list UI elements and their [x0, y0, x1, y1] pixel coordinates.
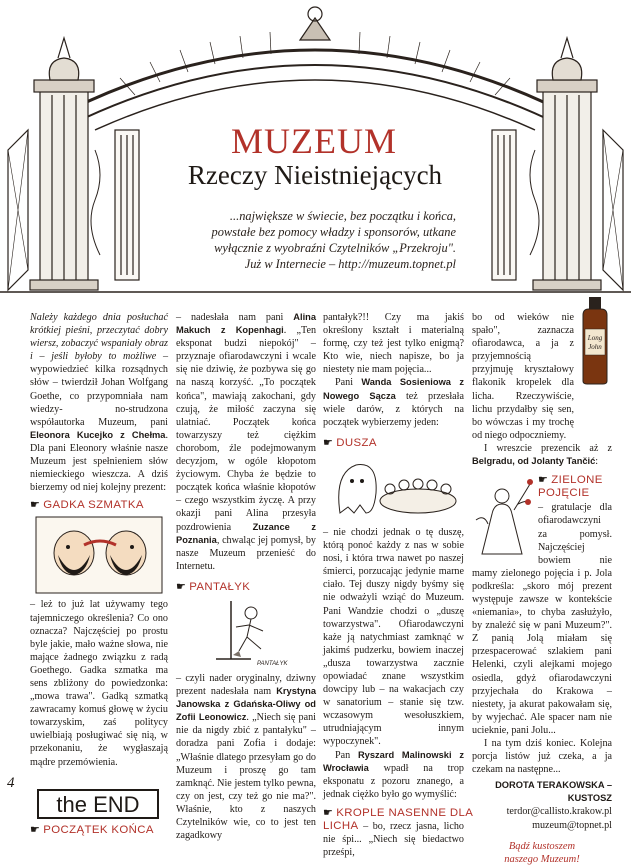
paragraph: LICHA – bo, rzecz jasna, licho nie śpi... „Niech się biedactwo prześpi, — [323, 820, 464, 859]
pantalyk-sketch-illustration — [191, 597, 301, 669]
intro-text — [188, 208, 456, 272]
paragraph: – czyli nader oryginalny, dziwny prezent nadesłała nam Krystyna Janowska z Gdańska-Oliwy od Zofii Leonowicz. „Niech się pani nie da nigdy zbić z pantałyku" – doradza pani Zofia i dodaje: „Właśnie dlatego przesyłam go do Muzeum i proszę go tam zamknąć. Nie jestem tylko pewna, czy on jest, czy też go nie ma?". Właśnie, kto z naszych Czytelników wie, co to jest ten zagadkowy — [176, 672, 316, 842]
two-faces-illustration — [34, 515, 164, 595]
paragraph: pantałyk?!! Czy ma jakiś określony kształt i materialną formę, czy też jest tylko enigmą? Kto wie, niech napisze, bo ja niestety nie mam pojęcia... — [323, 312, 464, 376]
paragraph: – gratulacje dla ofiarodawczyni za pomysł. Najczęściej bowiem nie mamy zielonego pojęcia i p. Jola podkreśla: „skoro mój prezent występuje zawsze w kontekście «niemania», to chyba zasłużyło, by znaleźć się w pani Muzeum?". Z panią Jolą miałam się przespacerować szlakiem pani Helenki, czyli alejkami mojego osiedla, gdyż ofiarodawczyni przyjechała do Krakowa – niestety, ja akurat pakowałam się, by wyjechać. Ale spacer nam nie ucieknie, pani Jolu... — [472, 502, 612, 736]
bottle-label-line1: Long — [587, 334, 603, 342]
ghost-party-illustration — [326, 453, 461, 523]
long-john-bottle-illustration — [575, 295, 615, 385]
page-title: MUZEUM — [231, 121, 397, 161]
pointing-hand-icon: ☛ — [538, 474, 549, 487]
page-number: 4 — [7, 775, 15, 791]
email-link-1[interactable]: terdor@callisto.krakow.pl — [506, 806, 612, 818]
section-heading-licha: LICHA — [323, 820, 359, 832]
figure-with-flowers-illustration — [472, 474, 534, 558]
paragraph: Należy każdego dnia posłuchać krótkiej pieśni, przeczytać dobry wiersz, zobaczyć wspaniały obraz i – jeśli byłoby to możliwe – wypowiedzieć kilka rozsądnych słów – twierdził Johan Wolfgang Goethe, co przypomniała nam wiedzy- no-strudzona współautorka Muzeum, pani Eleonora Kucejko z Chełma. Dla pani Eleonory właśnie nasze Muzeum jest spełnieniem słów niemieckiego wieszcza. A dziś bierzemy od niej kolejny prezent: — [30, 312, 168, 494]
paragraph: bo od wieków nie spało", zaznacza ofiarodawca, a ja z przyjemnością przyjmuję kryształowy flakonik kropelek dla licha. Rzeczywiście, lichu przydałby się sen, bo wówczas i my trochę od niego odpoczniemy. — [472, 312, 574, 441]
signature-name: DOROTA TERAKOWSKA – KUSTOSZ — [495, 780, 612, 804]
intro-line: wyłącznie z wyobraźni Czytelników „Przekroju". — [214, 241, 456, 255]
pointing-hand-icon: ☛ — [30, 823, 41, 836]
section-heading-gadka-szmatka: ☛ GADKA SZMATKA — [30, 499, 144, 512]
email-link-2[interactable]: muzeum@topnet.pl — [532, 819, 612, 831]
intro-line: powstałe bez pomocy władzy i sponsorów, utkane — [211, 225, 456, 239]
pointing-hand-icon: ☛ — [323, 436, 334, 449]
pointing-hand-icon: ☛ — [176, 580, 187, 593]
bottle-label-line2: John — [588, 343, 602, 351]
column-4 — [472, 311, 612, 866]
section-heading-zielone: ☛ ZIELONE — [538, 474, 603, 487]
column-1 — [30, 311, 168, 840]
sketch-caption: PANTAŁYK — [257, 660, 288, 667]
paragraph: Pani Wanda Sosieniowa z Nowego Sącza też przesłała wiele darów, z których na początek wybierzemy jeden: — [323, 377, 464, 428]
paragraph: I na tym dziś koniec. Kolejna porcja listów już czeka, a ja czekam na następne... — [472, 738, 612, 776]
paragraph: – leż to już lat używamy tego tajemniczego określenia? Co ono oznacza? Najczęściej po prostu byle jakie, mało ważne słowa, nie mające żadnego związku z radą Goethego. Gadka szmatka ma sens zbliżony do powiedzonka: „mowa trawa". Gadką szmatką zawracamy komuś głowę w życiu towarzyskim, zaś politycy uwielbiają posługiwać się nią, w przekonaniu, że wygłaszają mądre przemówienia. — [30, 599, 168, 768]
section-heading-krople: ☛ KROPLE NASENNE DLA — [323, 806, 474, 819]
the-end-sign-illustration — [34, 787, 164, 821]
paragraph: I wreszcie prezencik aż z Belgradu, od Jolanty Tančić: — [472, 442, 612, 468]
paragraph: Pan Ryszard Malinowski z Wrocławia wpadł na trop eksponatu z pozoru znanego, a jednak ciężko było go wymyślić: — [323, 749, 464, 800]
intro-line: ...największe w świecie, bez początku i końca, — [229, 209, 456, 223]
header-illustration — [0, 0, 631, 300]
section-heading-poczatek-konca: ☛ POCZĄTEK KOŃCA — [30, 823, 154, 836]
call-to-action: Bądź kustoszem naszego Muzeum! — [504, 840, 580, 865]
column-3 — [323, 311, 474, 859]
page-subtitle: Rzeczy Nieistniejących — [187, 160, 443, 190]
pointing-hand-icon: ☛ — [30, 499, 41, 512]
paragraph: – nie chodzi jednak o tę duszę, którą ponoć każdy z nas w sobie nosi, i która trwa nawet po naszej śmierci, porzucając jedynie marne ciało. Tej duszy nigdy byśmy się nie odważyli wziąć do Muzeum. Pani Wandzie chodzi o „duszę towarzystwa". Ofiarodawczyni każe ją natychmiast zamknąć w jakimś pudzerku, bowiem inaczej „dusza towarzystwa zacznie opowiadać znane wszystkim dowcipy lub – na wakacjach czy w sanatorium – stanie się tzw. wczasowym wesołuszkiem, utrudniającym innym wypoczynek". — [323, 526, 464, 748]
column-2 — [176, 311, 316, 842]
paragraph: – nadesłała nam pani Alina Makuch z Kopenhagi. „Ten eksponat budzi niepokój" – przyznaje ofiarodawczyni i wcale się nie dziwię, że pozbywa się go na naszą korzyść. „To początek końca", mawiają zakochani, gdy czują, że miłość zaczyna się ulatniać. Początek końca towarzyszy też ciężkim chorobom, źle podejmowanym decyzjom, w ogóle kłopotom życiowym. Chyba że będzie to początek końca właśnie kłopotów – czego wszystkim życzę. A przy okazji pani Alina przesyła pozdrowienia Zuzance z Poznania, chwaląc jej pomysł, by nasze Muzeum przenieść do Internetu. — [176, 312, 317, 572]
section-heading-pojecie: POJĘCIE — [538, 487, 590, 500]
intro-line: Już w Internecie – http://muzeum.topnet.pl — [244, 257, 456, 271]
section-heading-dusza: ☛ DUSZA — [323, 436, 377, 449]
the-end-text: the END — [56, 791, 140, 817]
zielone-pojecie-block — [472, 474, 612, 737]
pointing-hand-icon: ☛ — [323, 806, 334, 819]
signature-block — [472, 779, 612, 831]
section-heading-pantalyk: ☛ PANTAŁYK — [176, 580, 251, 593]
